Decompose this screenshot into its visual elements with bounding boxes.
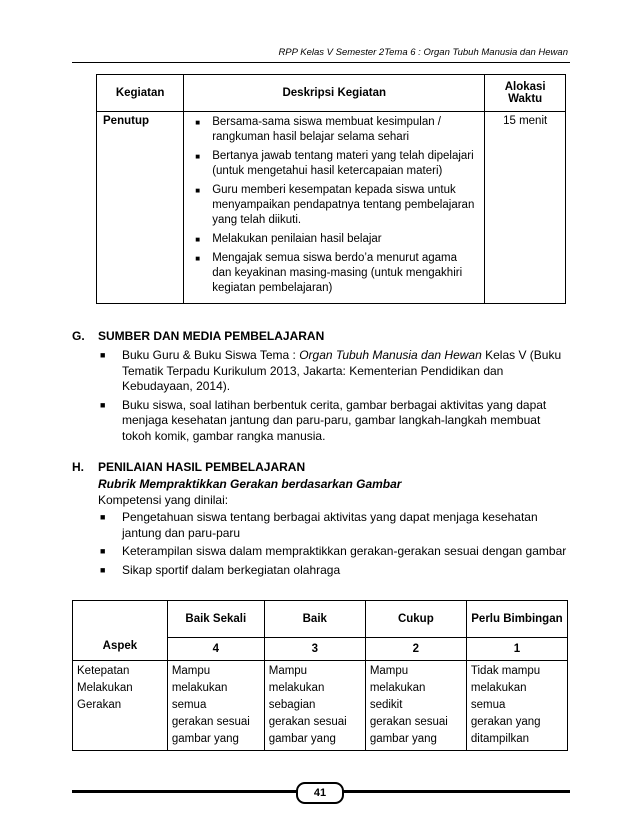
list-item: ■ Buku siswa, soal latihan berbentuk cerita, gambar berbagai aktivitas yang dapat menjaga kesehatan jantung dan paru-paru, gambar langkah-langkah membuat tokoh komik, gambar rangka manusia. — [98, 398, 568, 445]
col-kegiatan: Kegiatan — [97, 75, 184, 112]
section-h-title: PENILAIAN HASIL PEMBELAJARAN — [98, 460, 306, 474]
cell-line: Mampu — [369, 665, 409, 677]
cell-line: melakukan — [171, 682, 228, 694]
col-alokasi-label: Alokasi Waktu — [504, 81, 546, 105]
col-aspek: Aspek — [73, 601, 168, 661]
aspect-line: Melakukan — [77, 682, 133, 694]
col-cukup: Cukup — [365, 601, 466, 638]
cell-line: melakukan — [369, 682, 426, 694]
cell-line: gambar yang — [268, 733, 336, 745]
list-item: ■ Pengetahuan siswa tentang berbagai aktivitas yang dapat menjaga kesehatan jantung dan paru-paru — [98, 510, 568, 541]
source-1-theme: Organ Tubuh Manusia dan Hewan — [299, 348, 482, 362]
section-g-letter: G. — [72, 329, 85, 343]
rubric-table — [72, 600, 568, 751]
section-h-letter: H. — [72, 460, 84, 474]
cell-line: Mampu — [171, 665, 211, 677]
page-number: 41 — [296, 782, 344, 804]
table-row — [97, 112, 566, 304]
list-item: ■ Melakukan penilaian hasil belajar — [190, 232, 478, 247]
aspect-cell — [73, 661, 168, 751]
header-rule — [72, 62, 570, 63]
rubric-header-row — [73, 601, 568, 638]
deskripsi-list — [190, 115, 478, 296]
aspect-line: Gerakan — [77, 699, 122, 711]
cell-line: ditampilkan — [470, 733, 530, 745]
list-item: ■ Bertanya jawab tentang materi yang telah dipelajari (untuk mengetahui hasil ketercapaian materi) — [190, 149, 478, 179]
list-item: ■ Keterampilan siswa dalam mempraktikkan gerakan-gerakan sesuai dengan gambar — [98, 544, 568, 560]
score-2: 2 — [365, 638, 466, 661]
cell-line: semua — [470, 699, 506, 711]
col-baik: Baik — [264, 601, 365, 638]
cell-perlu-bimbingan — [466, 661, 567, 751]
cell-line: gerakan sesuai — [369, 716, 448, 728]
table-row — [73, 661, 568, 751]
activity-table-header — [97, 75, 566, 112]
score-4: 4 — [167, 638, 264, 661]
cell-line: melakukan — [268, 682, 325, 694]
section-h-body — [98, 477, 568, 581]
cell-baik-sekali — [167, 661, 264, 751]
page-header: RPP Kelas V Semester 2Tema 6 : Organ Tubuh Manusia dan Hewan — [278, 47, 568, 58]
rubric-title: Rubrik Mempraktikkan Gerakan berdasarkan Gambar — [98, 477, 402, 491]
cell-line: sebagian — [268, 699, 316, 711]
activity-table — [96, 74, 566, 304]
list-item: ■ Mengajak semua siswa berdo’a menurut agama dan keyakinan masing-masing (untuk mengakhiri kegiatan pembelajaran) — [190, 251, 478, 296]
kompetensi-label: Kompetensi yang dinilai: — [98, 492, 229, 507]
col-perlu-bimbingan: Perlu Bimbingan — [466, 601, 567, 638]
list-item: ■ Bersama-sama siswa membuat kesimpulan / rangkuman hasil belajar selama sehari — [190, 115, 478, 145]
deskripsi-cell — [184, 112, 485, 304]
col-deskripsi: Deskripsi Kegiatan — [184, 75, 485, 112]
score-1: 1 — [466, 638, 567, 661]
cell-line: gambar yang — [369, 733, 437, 745]
cell-line: Mampu — [268, 665, 308, 677]
list-item: ■ Sikap sportif dalam berkegiatan olahraga — [98, 563, 568, 579]
score-3: 3 — [264, 638, 365, 661]
source-1-post: Kelas V (Buku Tematik Terpadu Kurikulum 2013, Jakarta: Kementerian Pendidikan dan Kebudayaan, 2014). — [122, 348, 562, 393]
list-item: ■ Guru memberi kesempatan kepada siswa untuk menyampaikan pendapatnya tentang pembelajaran yang telah diikuti. — [190, 183, 478, 228]
kompetensi-list — [98, 510, 568, 578]
cell-cukup — [365, 661, 466, 751]
section-g-body — [98, 348, 568, 447]
cell-line: melakukan — [470, 682, 527, 694]
cell-line: Tidak mampu — [470, 665, 541, 677]
cell-line: gambar yang — [171, 733, 239, 745]
cell-line: gerakan sesuai — [171, 716, 250, 728]
sources-list — [98, 348, 568, 444]
section-g-title: SUMBER DAN MEDIA PEMBELAJARAN — [98, 329, 325, 343]
cell-baik — [264, 661, 365, 751]
list-item — [98, 348, 568, 395]
cell-line: sedikit — [369, 699, 403, 711]
kegiatan-cell: Penutup — [97, 112, 184, 304]
cell-line: gerakan sesuai — [268, 716, 347, 728]
cell-line: gerakan yang — [470, 716, 541, 728]
alokasi-cell: 15 menit — [485, 112, 566, 304]
col-baik-sekali: Baik Sekali — [167, 601, 264, 638]
col-alokasi — [485, 75, 566, 112]
cell-line: semua — [171, 699, 207, 711]
aspect-line: Ketepatan — [77, 665, 130, 677]
source-1-pre: Buku Guru & Buku Siswa Tema : — [122, 348, 300, 362]
